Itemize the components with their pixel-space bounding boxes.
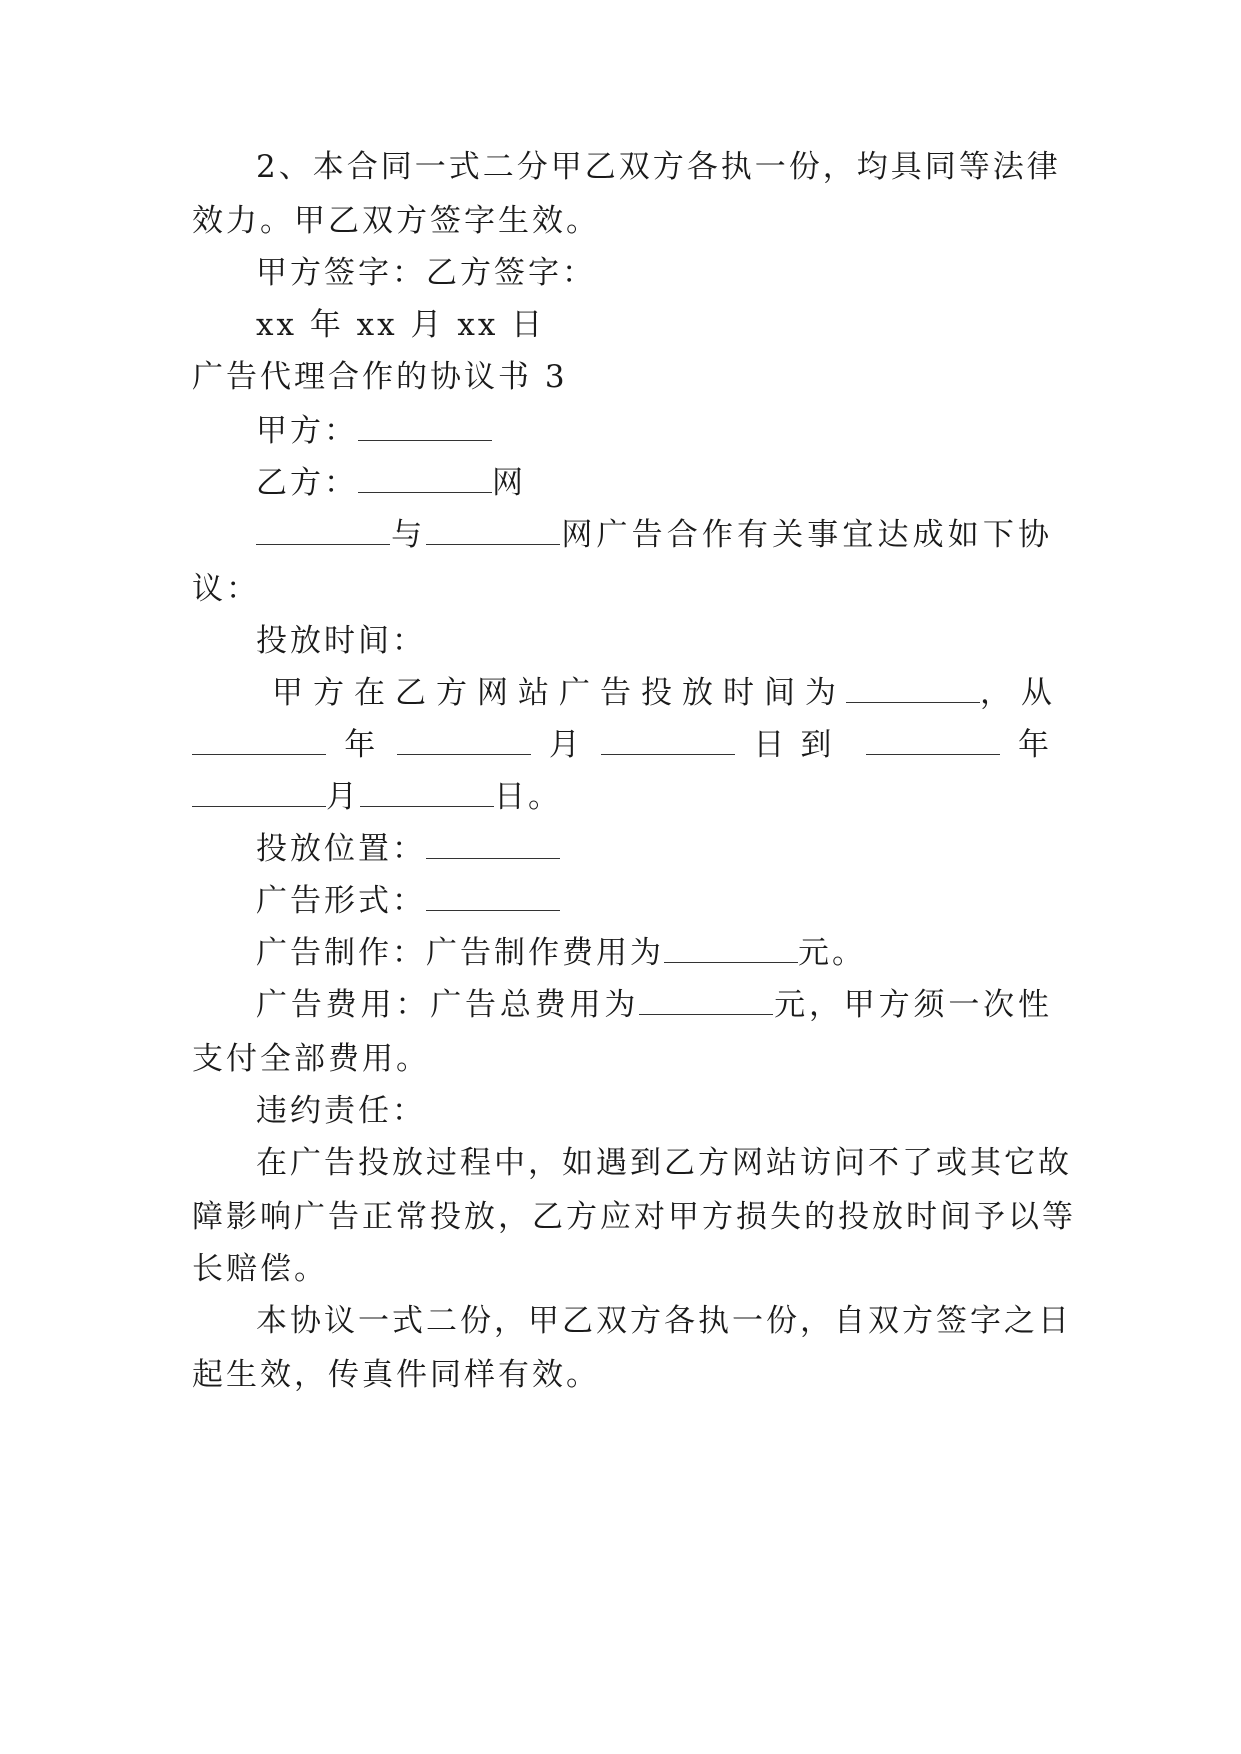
format-line bbox=[256, 872, 1052, 930]
blank-field bbox=[358, 406, 492, 441]
section-title bbox=[192, 348, 1052, 406]
text-span: 广告形式： bbox=[256, 883, 426, 919]
text-span: 广告代理合作的协议书 3 bbox=[192, 359, 568, 395]
text-span: 甲方： bbox=[256, 413, 358, 449]
heading-time bbox=[256, 612, 1052, 670]
blank-field bbox=[192, 720, 326, 755]
text-span: 月 bbox=[548, 727, 583, 763]
text-span: 甲方签字：乙方签字： bbox=[256, 255, 596, 291]
closing-line-1 bbox=[256, 1292, 1072, 1350]
blank-field bbox=[664, 928, 798, 963]
blank-field bbox=[397, 720, 531, 755]
blank-field bbox=[360, 772, 494, 807]
fee-line-2 bbox=[192, 1030, 1052, 1088]
blank-field bbox=[358, 458, 492, 493]
text-span: 乙方： bbox=[256, 465, 358, 501]
heading-liability bbox=[256, 1082, 1052, 1140]
text-span: 投放位置： bbox=[256, 831, 426, 867]
blank-field bbox=[426, 510, 560, 545]
text-span: 投放时间： bbox=[256, 623, 426, 659]
blank-field bbox=[866, 720, 1000, 755]
text-span: 广告费用：广告总费用为 bbox=[256, 987, 640, 1023]
text-span: 日。 bbox=[494, 779, 562, 815]
agreement-intro-line-1 bbox=[256, 506, 1052, 564]
blank-field bbox=[256, 510, 390, 545]
clause-2-line-1 bbox=[256, 138, 1061, 196]
signature-line bbox=[256, 244, 1052, 302]
text-span: 甲方在乙方网站广告投放时间为 bbox=[272, 675, 846, 711]
blank-field bbox=[601, 720, 735, 755]
blank-field bbox=[426, 876, 560, 911]
position-line bbox=[256, 820, 1052, 878]
liability-line-3 bbox=[192, 1240, 1052, 1298]
text-span: 本协议一式二份，甲乙双方各执一份，自双方签字之日 bbox=[256, 1303, 1072, 1339]
production-line bbox=[256, 924, 1052, 982]
time-line-1 bbox=[272, 664, 1062, 722]
blank-field bbox=[426, 824, 560, 859]
text-span: 年 bbox=[1017, 727, 1052, 763]
party-b-line bbox=[256, 454, 1052, 512]
text-span: 在广告投放过程中，如遇到乙方网站访问不了或其它故 bbox=[256, 1145, 1072, 1181]
text-span: 网广告合作有关事宜达成如下协 bbox=[560, 517, 1052, 553]
text-span: xx 年 xx 月 xx 日 bbox=[256, 307, 546, 343]
time-line-2 bbox=[192, 716, 1052, 774]
text-span: 议： bbox=[192, 571, 260, 607]
text-span: 障影响广告正常投放，乙方应对甲方损失的投放时间予以等 bbox=[192, 1199, 1076, 1235]
text-span: 元。 bbox=[798, 935, 866, 971]
blank-field bbox=[846, 668, 980, 703]
text-span: 年 bbox=[344, 727, 379, 763]
clause-2-line-2 bbox=[192, 192, 1052, 250]
time-line-3 bbox=[192, 768, 1052, 826]
text-span: 日到 bbox=[753, 727, 848, 763]
text-span: 元，甲方须一次性 bbox=[773, 987, 1053, 1023]
text-span: 效力。甲乙双方签字生效。 bbox=[192, 203, 600, 239]
text-span: 长赔偿。 bbox=[192, 1251, 328, 1287]
blank-field bbox=[639, 980, 773, 1015]
text-span: 2、本合同一式二分甲乙双方各执一份，均具同等法律 bbox=[256, 149, 1061, 185]
text-span: 广告制作：广告制作费用为 bbox=[256, 935, 664, 971]
party-a-line bbox=[256, 402, 1052, 460]
text-span: 违约责任： bbox=[256, 1093, 426, 1129]
text-span: 支付全部费用。 bbox=[192, 1041, 430, 1077]
text-span: 月 bbox=[326, 779, 360, 815]
text-span: 与 bbox=[390, 517, 427, 553]
liability-line-2 bbox=[192, 1188, 1076, 1246]
agreement-intro-line-2 bbox=[192, 560, 1052, 618]
text-span: 网 bbox=[492, 465, 526, 501]
closing-line-2 bbox=[192, 1346, 1052, 1404]
liability-line-1 bbox=[256, 1134, 1072, 1192]
fee-line-1 bbox=[256, 976, 1052, 1034]
blank-field bbox=[192, 772, 326, 807]
date-line bbox=[256, 296, 1052, 354]
text-span: 起生效，传真件同样有效。 bbox=[192, 1357, 600, 1393]
text-span: ，从 bbox=[980, 675, 1062, 711]
